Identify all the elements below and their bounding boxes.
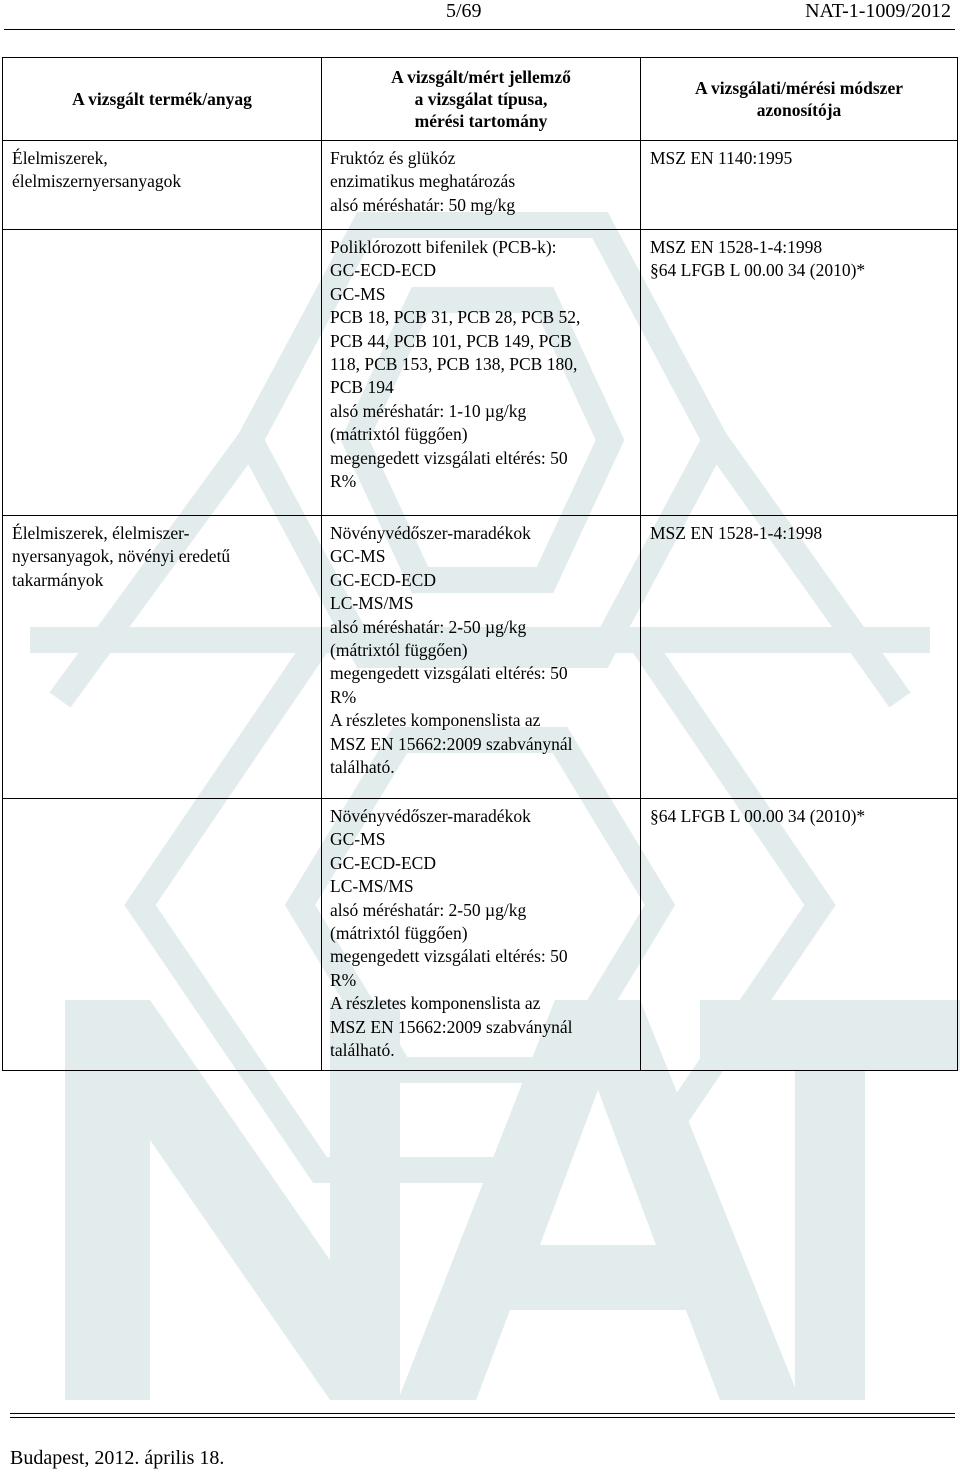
table-row <box>3 516 958 799</box>
document-id: NAT-1-1009/2012 <box>805 0 951 22</box>
product-cell: Élelmiszerek, élelmiszer- nyersanyagok, növényi eredetű takarmányok <box>3 516 322 799</box>
feature-cell: Növényvédőszer-maradékok GC-MS GC-ECD-ECD LC-MS/MS alsó méréshatár: 2-50 µg/kg (mátrixtól függően) megengedett vizsgálati eltérés: 50 R% A részletes komponenslista az MSZ EN 15662:2009 szabványnál található. <box>322 799 641 1071</box>
page-number: 5/69 <box>446 0 482 22</box>
accreditation-scope-table <box>2 57 958 1071</box>
method-cell: MSZ EN 1528-1-4:1998 <box>641 516 958 799</box>
table-row <box>3 799 958 1071</box>
footer-rule <box>10 1413 955 1414</box>
column-header-feature: A vizsgált/mért jellemző a vizsgálat típusa, mérési tartomány <box>322 58 641 141</box>
feature-cell: Poliklórozott bifenilek (PCB-k): GC-ECD-ECD GC-MS PCB 18, PCB 31, PCB 28, PCB 52, PCB 44, PCB 101, PCB 149, PCB 118, PCB 153, PCB 138, PCB 180, PCB 194 alsó méréshatár: 1-10 µg/kg (mátrixtól függően) megengedett vizsgálati eltérés: 50 R% <box>322 230 641 516</box>
method-cell: MSZ EN 1140:1995 <box>641 141 958 230</box>
page-header <box>0 0 960 24</box>
table-header-row <box>3 58 958 141</box>
feature-cell: Növényvédőszer-maradékok GC-MS GC-ECD-ECD LC-MS/MS alsó méréshatár: 2-50 µg/kg (mátrixtól függően) megengedett vizsgálati eltérés: 50 R% A részletes komponenslista az MSZ EN 15662:2009 szabványnál található. <box>322 516 641 799</box>
table-row <box>3 230 958 516</box>
header-rule <box>4 29 955 30</box>
footer-place-date: Budapest, 2012. április 18. <box>10 1447 225 1469</box>
method-cell: MSZ EN 1528-1-4:1998 §64 LFGB L 00.00 34 (2010)* <box>641 230 958 516</box>
column-header-product: A vizsgált termék/anyag <box>3 58 322 141</box>
product-cell: Élelmiszerek, élelmiszernyersanyagok <box>3 141 322 230</box>
product-cell <box>3 230 322 516</box>
footer-rule <box>10 1417 955 1418</box>
product-cell <box>3 799 322 1071</box>
table-row <box>3 141 958 230</box>
column-header-method: A vizsgálati/mérési módszer azonosítója <box>641 58 958 141</box>
method-cell: §64 LFGB L 00.00 34 (2010)* <box>641 799 958 1071</box>
feature-cell: Fruktóz és glükóz enzimatikus meghatározás alsó méréshatár: 50 mg/kg <box>322 141 641 230</box>
